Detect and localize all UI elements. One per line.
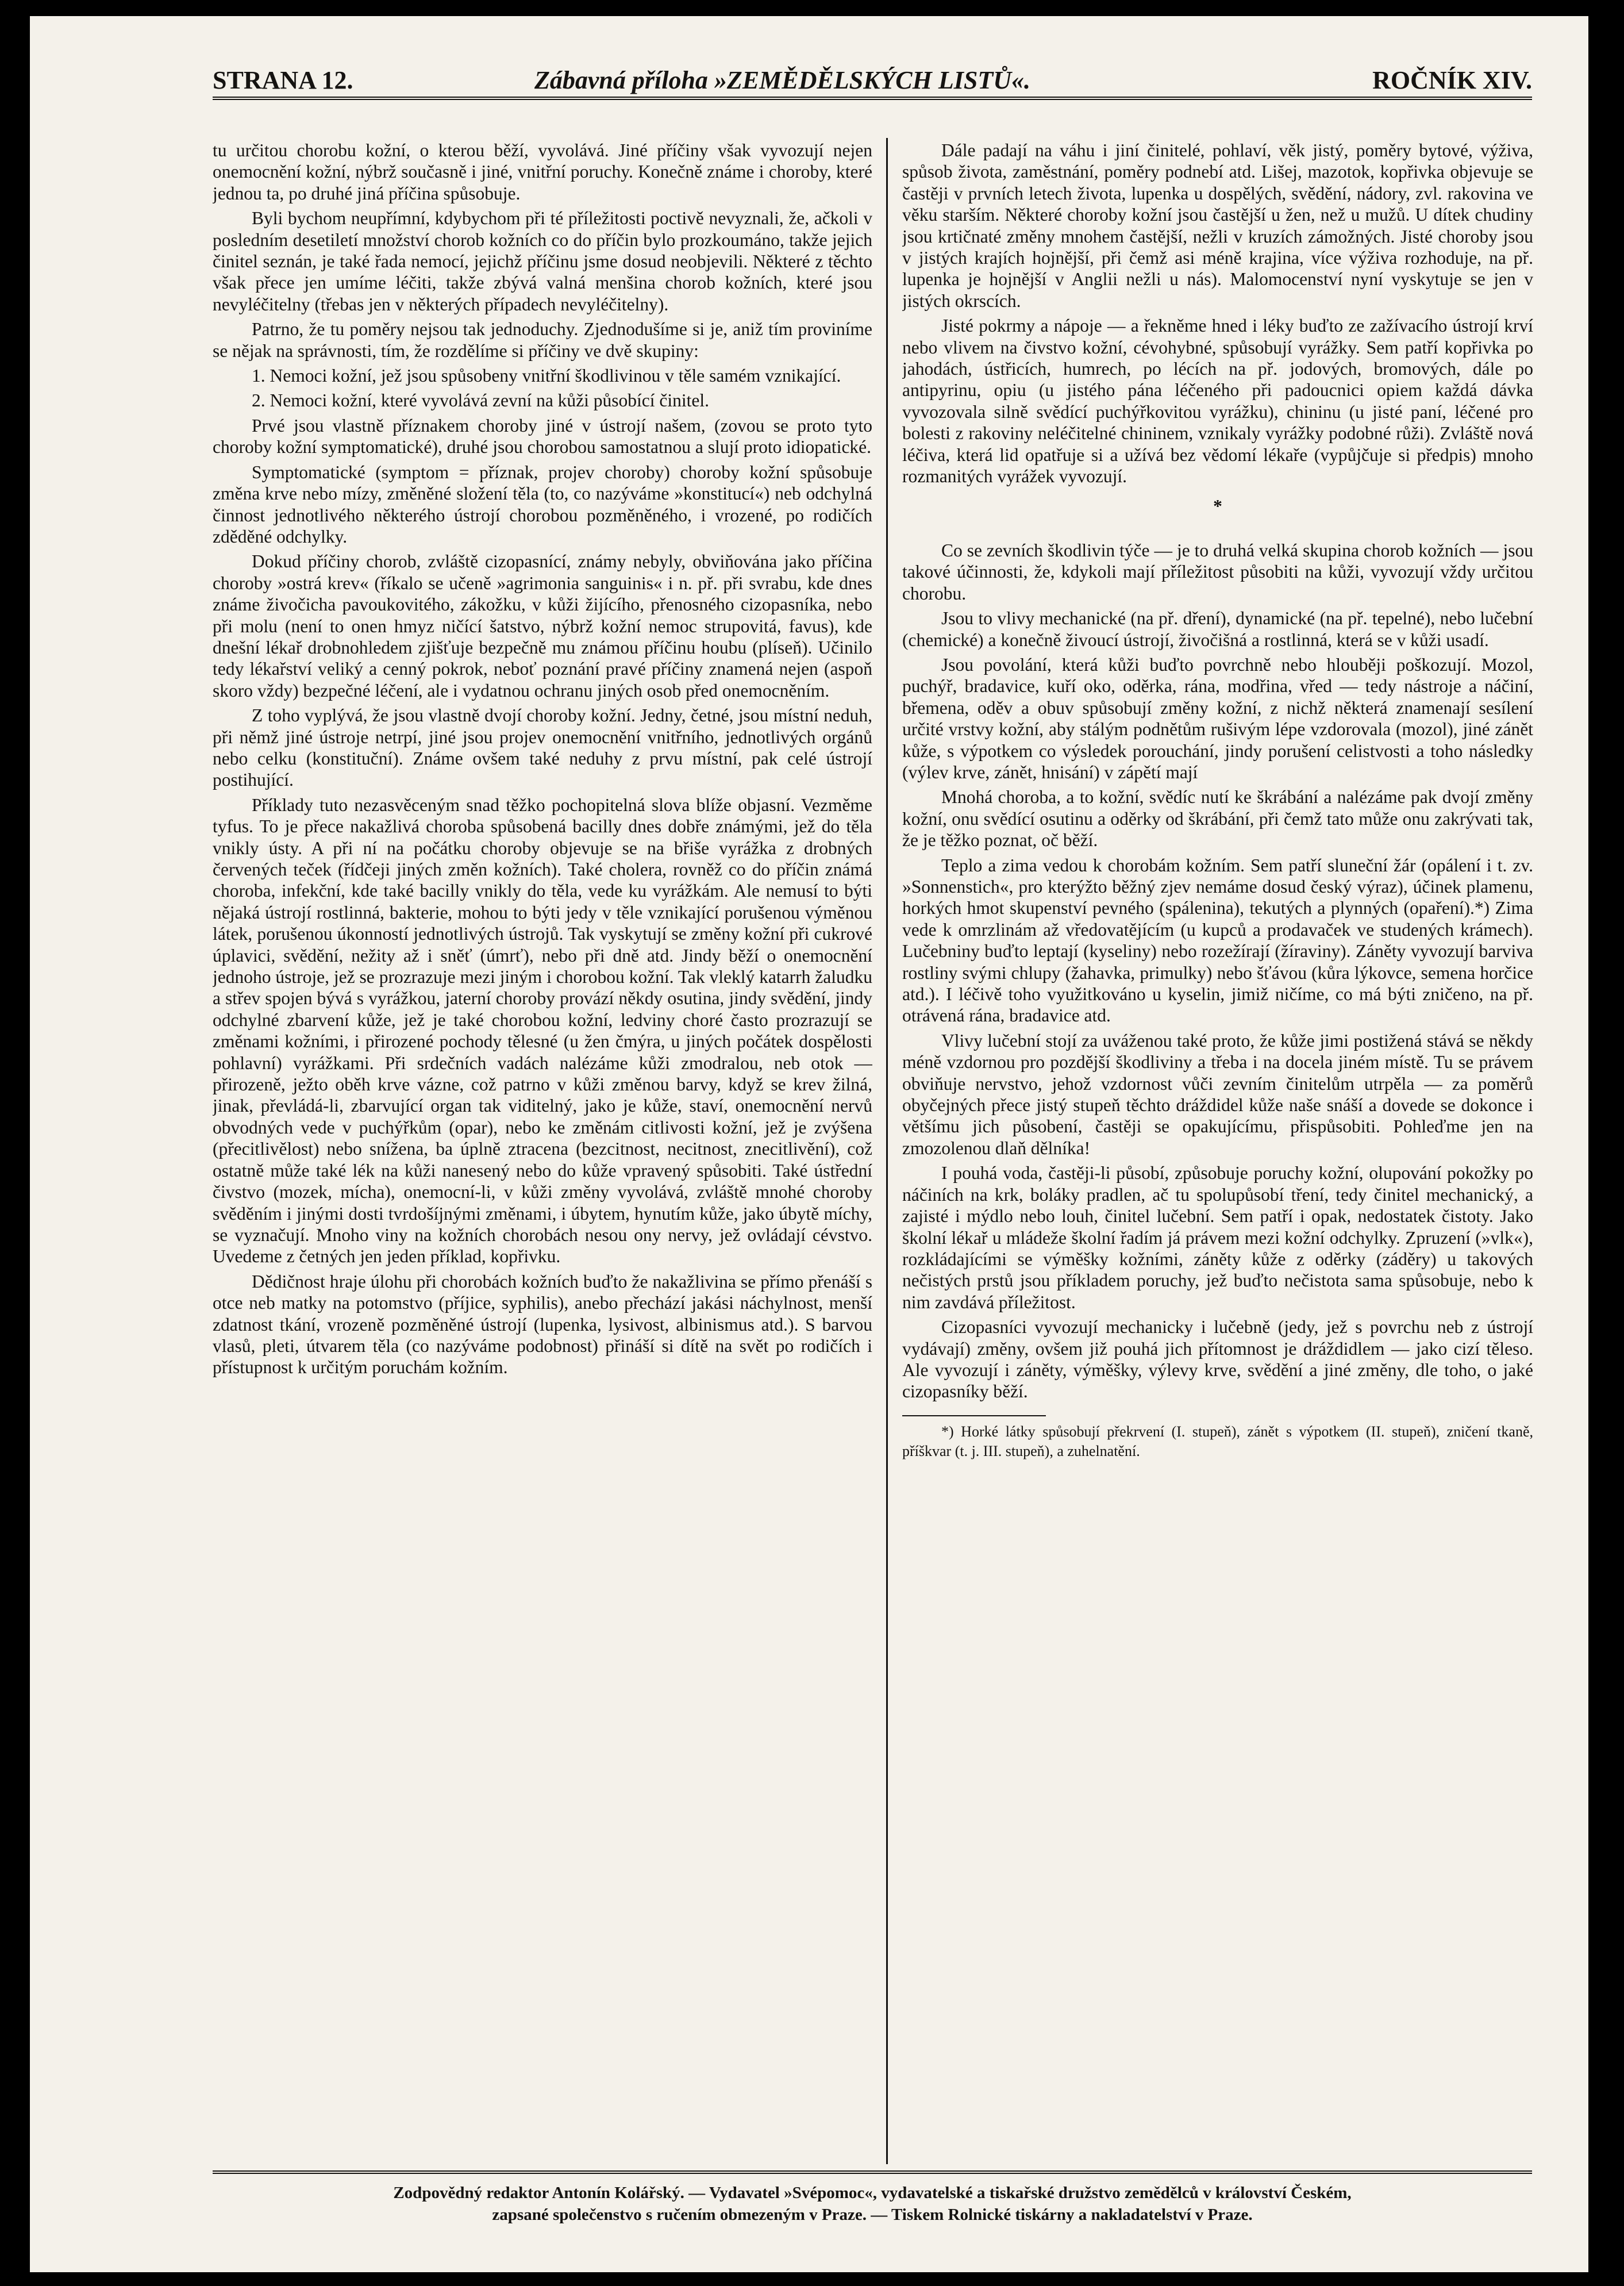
paragraph: I pouhá voda, častěji-li působí, způsobuje poruchy kožní, olupování pokožky po náčiních na krk, boláky pradlen, ač tu spolupůsobí tření, tedy činitel mechanický, a zajisté i mýdlo nebo louh, činitel lučební. Sem patří i opak, nedostatek čistoty. Jako školní lékař u mládeže školní řadím já právem mezi kožní odchylky. Zpruzení (»vlk«), rozkládajícími se výměšky kožními, záněty kůže z oděrky (záděry) u takových nečistých prstů jsou příkladem poruchy, jež buďto nečistota sama spůsobuje, nebo k nim zavdává příležitost.: [902, 1163, 1533, 1312]
paragraph: Jsou povolání, která kůži buďto povrchně nebo hlouběji poškozují. Mozol, puchýř, bradavice, kuří oko, oděrka, rána, modřina, vřed — tedy nástroje a náčiní, břemena, oděv a obuv spůsobují změny kožní, z nichž některá znamenají sesílení určité vrstvy kožní, aby stálým podnětům rušivým lépe vzdorovala (mozol), jiné zánět kůže, s výpotkem co výsledek porouchání, jindy porušení celistvosti a toho následky (výlev krve, zánět, hnisání) v zápětí mají: [902, 654, 1533, 782]
paragraph: Cizopasníci vyvozují mechanicky i lučebně (jedy, jež s povrchu neb z ústrojí vydávají) změny, ovšem již pouhá jich přítomnost je dráždidlem — jako cizí těleso. Ale vyvozují i záněty, výměšky, výlevy krve, svědění a jiné změny, dle toho, o jaké cizopasníky běží.: [902, 1317, 1533, 1402]
paragraph: Teplo a zima vedou k chorobám kožním. Sem patří sluneční žár (opálení i t. zv. »Sonnenstich«, pro kterýžto běžný zjev nemáme dosud český výraz), účinek plamenu, horkých hmot skupenství pevného (spálenina), tekutých a plynných (opaření).*) Zima vede k omrzlinám až vředovatějícím (u kupců a prodavaček ve studených krámech). Lučebniny buďto leptají (kyseliny) nebo rozežírají (žíraviny). Záněty vyvozují barviva rostliny svými chlupy (žahavka, primulky) nebo šťávou (kůra lýkovce, semena horčice atd.). I léčivě toho využitkováno u kyselin, jimiž ničíme, co má býti zničeno, na př. otrávená rána, bradavice atd.: [902, 855, 1533, 1026]
paragraph: Mnohá choroba, a to kožní, svědíc nutí ke škrábání a nalézáme pak dvojí změny kožní, onu svědící osutinu a oděrky od škrábání, při čemž tato může onu zakrývati tak, že je těžko poznat, oč běží.: [902, 787, 1533, 851]
right-column: [902, 140, 1533, 2160]
publication-title: Zábavná příloha »ZEMĚDĚLSKÝCH LISTŮ«.: [534, 66, 1031, 94]
list-item: 1. Nemoci kožní, jež jsou spůsobeny vnitřní škodlivinou v těle samém vznikající.: [252, 366, 841, 386]
paragraph: Co se zevních škodlivin týče — je to druhá velká skupina chorob kožních — jsou takové účinnosti, že, kdykoli mají příležitost působiti na kůži, vyvozují vždy určitou chorobu.: [902, 540, 1533, 604]
newspaper-page: [30, 16, 1588, 2272]
paragraph: tu určitou chorobu kožní, o kterou běží, vyvolává. Jiné příčiny však vyvozují nejen onemocnění kožní, nýbrž současně i jiné, vnitřní poruchy. Konečně známe i choroby, které jednou ta, po druhé jiná příčina spůsobuje.: [213, 140, 872, 203]
column-divider: [886, 138, 888, 2164]
left-column: [213, 140, 872, 2160]
paragraph: Symptomatické (symptom = příznak, projev choroby) choroby kožní spůsobuje změna krve nebo mízy, změněné složení těla (to, co nazýváme »konstitucí«) neb odchylná činnost jednotlivého některého ústrojí chorobou pozměněného, i vrozené, po rodičích zděděné odchylky.: [213, 462, 872, 547]
page-number: STRANA 12.: [213, 66, 353, 94]
footnote-rule: [902, 1415, 1046, 1416]
paragraph: Dále padají na váhu i jiní činitelé, pohlaví, věk jistý, poměry bytové, výživa, spůsob života, zaměstnání, poměry podnebí atd. Lišej, mazotok, kopřivka objevuje se častěji v prvních letech života, lupenka u dospělých, svědění, nádory, zvl. rakovina ve věku starším. Některé choroby kožní jsou častější u žen, než u mužů. U dítek chudiny jsou krtičnaté změny mnohem častější, nežli v kruzích zámožných. Jisté choroby jsou v jistých krajích hojnější, při čemž asi méně krajina, více výživa rozhoduje, na př. lupenka je hojnější v Anglii nežli u nás). Malomocenství nyní vyskytuje se jen v jistých okrscích.: [902, 140, 1533, 311]
header-rule: [213, 97, 1532, 103]
paragraph: Jsou to vlivy mechanické (na př. dření), dynamické (na př. tepelné), nebo lučební (chemické) a konečně živoucí ústrojí, živočišná a rostlinná, která se v kůži usadí.: [902, 608, 1533, 650]
volume-number: ROČNÍK XIV.: [1372, 66, 1532, 94]
paragraph: Byli bychom neupřímní, kdybychom při té příležitosti poctivě nevyznali, že, ačkoli v posledním desetiletí množství chorob kožních co do příčin bylo prozkoumáno, takže jejich činitel seznán, je také řada nemocí, jejichž příčinu jsme dosud neobjevili. Některé z těchto však přece jen umíme léčiti, takže zbývá valná menšina chorob kožních, které jsou nevyléčitelny (třebas jen v některých případech nevyléčitelny).: [213, 208, 872, 314]
paragraph: Prvé jsou vlastně příznakem choroby jiné v ústrojí našem, (zovou se proto tyto choroby kožní symptomatické), druhé jsou chorobou samostatnou a slují proto idiopatické.: [213, 415, 872, 458]
imprint-line-2: zapsané společenstvo s ručením obmezeným v Praze. — Tiskem Rolnické tiskárny a nakladatelství v Praze.: [492, 2206, 1253, 2224]
list-item: 2. Nemoci kožní, které vyvolává zevní na kůži působící činitel.: [252, 390, 710, 411]
paragraph: Vlivy lučební stojí za uváženou také proto, že kůže jimi postižená stává se někdy méně vzdornou pro pozdější škodliviny a třeba i na docela jiném místě. Tu se právem obviňuje nervstvo, jehož vzdornost vůči zevním činitelům utrpěla — za poměrů obyčejných přece jistý stupeň těchto dráždidel kůže naše snáší a dovede se dokonce i většímu jich působení, častěji se opakujícímu, přispůsobiti. Pohleďme jen na zmozolenou dlaň dělníka!: [902, 1030, 1533, 1158]
paragraph: Dědičnost hraje úlohu při chorobách kožních buďto že nakažlivina se přímo přenáší s otce neb matky na potomstvo (příjice, syphilis), anebo přechází jakási náchylnost, menší zdatnost tkání, vrozeně pozměněné ústrojí (lupenka, lysivost, albinismus atd.). S barvou vlasů, pleti, útvarem těla (co nazýváme podobnost) přináší si dítě na svět po rodičích i přístupnost k určitým poruchám kožním.: [213, 1271, 872, 1378]
paragraph: Patrno, že tu poměry nejsou tak jednoduchy. Zjednodušíme si je, aniž tím proviníme se nějak na správnosti, tím, že rozdělíme si příčiny ve dvě skupiny:: [213, 319, 872, 361]
imprint-line-1: Zodpovědný redaktor Antonín Kolářský. — Vydavatel »Svépomoc«, vydavatelské a tiskařské družstvo zemědělců v království Českém,: [393, 2184, 1352, 2202]
footer-rule: [213, 2170, 1532, 2174]
page-footer: [213, 2182, 1532, 2226]
footnote: *) Horké látky spůsobují překrvení (I. stupeň), zánět s výpotkem (II. stupeň), zničení tkaně, příškvar (t. j. III. stupeň), a zuhelnatění.: [902, 1423, 1533, 1459]
paragraph: Příklady tuto nezasvěceným snad těžko pochopitelná slova blíže objasní. Vezměme tyfus. To je přece nakažlivá choroba spůsobená bacilly dnes dobře známými, jež do těla vnikly ústy. A při ní na počátku choroby objevuje se na břiše vyrážka z drobných červených teček (řídčeji jiných změn kožních). Také cholera, rovněž co do příčin známá choroba, infekční, kde také bacilly vnikly do těla, vede ku vyrážkám. Ale nemusí to býti nějaká ústrojí rostlinná, bakterie, mohou to býti jedy v těle vznikající porušenou výměnou látek, porušenou úkonností jednotlivých ústrojů. Tak vyskytují se změny kožní při cukrové úplavici, svědění, nežity až i sněť (úmrť), nebo při dně atd. Jindy běží o onemocnění jednoho ústroje, jež se prozrazuje mezi jiným i chorobou kožní. Tak vleklý katarrh žaludku a střev spojen bývá s vyrážkou, jaterní choroby provází někdy osutina, jindy svědění, jindy odchylné zbarvení kůže, jež je také chorobou kožní, ledviny choré často prozrazují se změnami kožními, i přirozené pochody tělesné (u žen čmýra, u jiných počátek dospělosti pohlavní) vyrážkami. Při srdečních vadách nalézáme kůži zmodralou, neb otok — přirozeně, ježto oběh krve vázne, což patrno v kůži změnou barvy, když se krev žilná, jinak, převládá-li, zbarvující organ tak viditelný, jako je kůže, staví, onemocnění nervů obvodných vede v puchýřkům (opar), nebo ke změnám citlivosti kožní, jež je zvýšena (přecitlivělost) nebo snížena, ba úplně ztracena (bezcitnost, necitnost, znecitlivění), což ostatně může také lék na kůži nanesený nebo do kůže vpravený spůsobiti. Také ústřední čivstvo (mozek, mícha), onemocní-li, v kůži změny vyvolává, zvláště mnohé choroby svěděním i jinými dosti tvrdošíjnými změnami, i úbytem, hynutím kůže, jako úbytě míchy, se vyznačují. Mnoho viny na kožních chorobách nesou ony nervy, jež ovládají cévstvo. Uvedeme z četných jen jeden příklad, kopřivku.: [213, 794, 872, 1267]
paragraph: Jisté pokrmy a nápoje — a řekněme hned i léky buďto ze zažívacího ústrojí krví nebo vlivem na čivstvo kožní, cévohybné, spůsobují vyrážky. Sem patří kopřivka po jahodách, ústřicích, humrech, po lécích na př. jodových, bromových, dále po antipyrinu, opiu (u jistého pána léčeného při padoucnici opiem každá dávka vyvozovala silně svědící puchýřkovitou vyrážku), chininu (u jisté paní, léčené pro bolesti z rakoviny neléčitelné chininem, vznikaly vyrážky podobné růži). Zvláště nová léčiva, která lid opatřuje si a užívá bez vědomí lékaře (vypůjčuje si předpis) mnoho rozmanitých vyrážek vyvozují.: [902, 316, 1533, 487]
paragraph: Z toho vyplývá, že jsou vlastně dvojí choroby kožní. Jedny, četné, jsou místní neduh, při němž jiné ústroje netrpí, jiné jsou projev onemocnění vnitřního, jednotlivých orgánů nebo celku (konstituční). Známe ovšem také neduhy z prvu místní, pak celé ústrojí postihující.: [213, 705, 872, 790]
section-separator: *: [1213, 495, 1222, 516]
paragraph: Dokud příčiny chorob, zvláště cizopasnící, známy nebyly, obviňována jako příčina choroby »ostrá krev« (říkalo se učeně »agrimonia sanguinis« i n. př. při svrabu, kde dnes známe živočicha pavoukovitého, zákožku, v kůži žijícího, přenosného cizopasníka, nebo při molu (není to onen hmyz ničící šatstvo, nýbrž kožní nemoc strupovitá, favus), kde dnešní lékař drobnohledem zjišťuje bezpečně mu známou příčinu houbu (plíseň). Učinilo tedy lékařství veliký a cenný pokrok, neboť poznání pravé příčiny znamená nejen (aspoň skoro vždy) bezpečné léčení, ale i vydatnou ochranu jiných osob před onemocněním.: [213, 551, 872, 701]
